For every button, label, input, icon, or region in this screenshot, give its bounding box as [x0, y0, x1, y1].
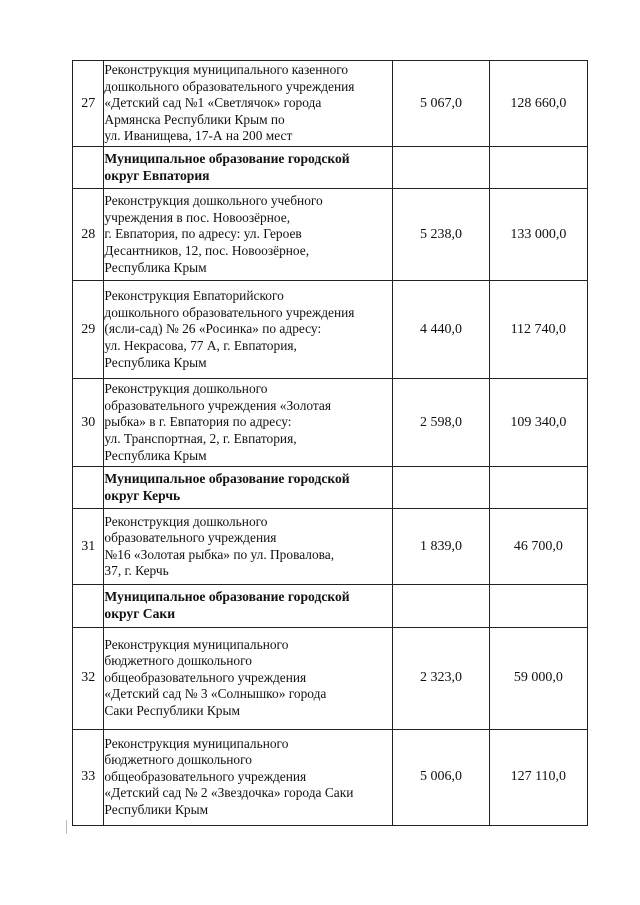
row-value-2: 109 340,0	[489, 379, 587, 467]
table-row	[73, 627, 588, 729]
section-heading: Муниципальное образование городской округ Евпатория	[104, 147, 393, 189]
row-description: Реконструкция дошкольного учебного учреждения в пос. Новоозёрное, г. Евпатория, по адресу: ул. Героев Десантников, 12, пос. Новоозёрное, Республика Крым	[104, 189, 393, 281]
document-table	[72, 60, 588, 826]
row-value-2-empty	[489, 467, 587, 509]
row-value-1-empty	[393, 147, 489, 189]
row-value-1: 5 006,0	[393, 729, 489, 825]
row-value-1: 2 598,0	[393, 379, 489, 467]
table-row	[73, 729, 588, 825]
row-number-empty	[73, 467, 104, 509]
row-description: Реконструкция дошкольного образовательного учреждения «Золотая рыбка» в г. Евпатория по адресу: ул. Транспортная, 2, г. Евпатория, Республика Крым	[104, 379, 393, 467]
row-number: 31	[73, 509, 104, 585]
row-value-1: 4 440,0	[393, 281, 489, 379]
row-number-empty	[73, 585, 104, 627]
row-value-2: 59 000,0	[489, 627, 587, 729]
table-row	[73, 509, 588, 585]
row-value-2: 112 740,0	[489, 281, 587, 379]
row-description: Реконструкция Евпаторийского дошкольного образовательного учреждения (ясли-сад) № 26 «Росинка» по адресу: ул. Некрасова, 77 А, г. Евпатория, Республика Крым	[104, 281, 393, 379]
row-value-2: 133 000,0	[489, 189, 587, 281]
section-row	[73, 147, 588, 189]
row-description: Реконструкция муниципального бюджетного дошкольного общеобразовательного учреждения «Детский сад № 2 «Звездочка» города Саки Республики Крым	[104, 729, 393, 825]
row-number: 30	[73, 379, 104, 467]
section-heading: Муниципальное образование городской округ Керчь	[104, 467, 393, 509]
table-row	[73, 281, 588, 379]
row-value-1: 5 067,0	[393, 61, 489, 147]
row-value-1: 1 839,0	[393, 509, 489, 585]
row-number: 28	[73, 189, 104, 281]
row-number-empty	[73, 147, 104, 189]
row-value-1-empty	[393, 585, 489, 627]
section-row	[73, 585, 588, 627]
section-heading: Муниципальное образование городской округ Саки	[104, 585, 393, 627]
table-row	[73, 379, 588, 467]
scan-artifact-line	[66, 820, 67, 834]
row-value-2: 46 700,0	[489, 509, 587, 585]
row-value-2-empty	[489, 147, 587, 189]
row-value-2: 128 660,0	[489, 61, 587, 147]
row-value-2-empty	[489, 585, 587, 627]
row-value-2: 127 110,0	[489, 729, 587, 825]
row-description: Реконструкция муниципального бюджетного дошкольного общеобразовательного учреждения «Детский сад № 3 «Солнышко» города Саки Республики Крым	[104, 627, 393, 729]
row-description: Реконструкция муниципального казенного дошкольного образовательного учреждения «Детский сад №1 «Светлячок» города Армянска Республики Крым по ул. Иванищева, 17-А на 200 мест	[104, 61, 393, 147]
row-number: 33	[73, 729, 104, 825]
row-value-1-empty	[393, 467, 489, 509]
row-number: 27	[73, 61, 104, 147]
row-number: 32	[73, 627, 104, 729]
row-description: Реконструкция дошкольного образовательного учреждения №16 «Золотая рыбка» по ул. Провалова, 37, г. Керчь	[104, 509, 393, 585]
table-row	[73, 61, 588, 147]
row-value-1: 5 238,0	[393, 189, 489, 281]
table-row	[73, 189, 588, 281]
row-number: 29	[73, 281, 104, 379]
row-value-1: 2 323,0	[393, 627, 489, 729]
section-row	[73, 467, 588, 509]
